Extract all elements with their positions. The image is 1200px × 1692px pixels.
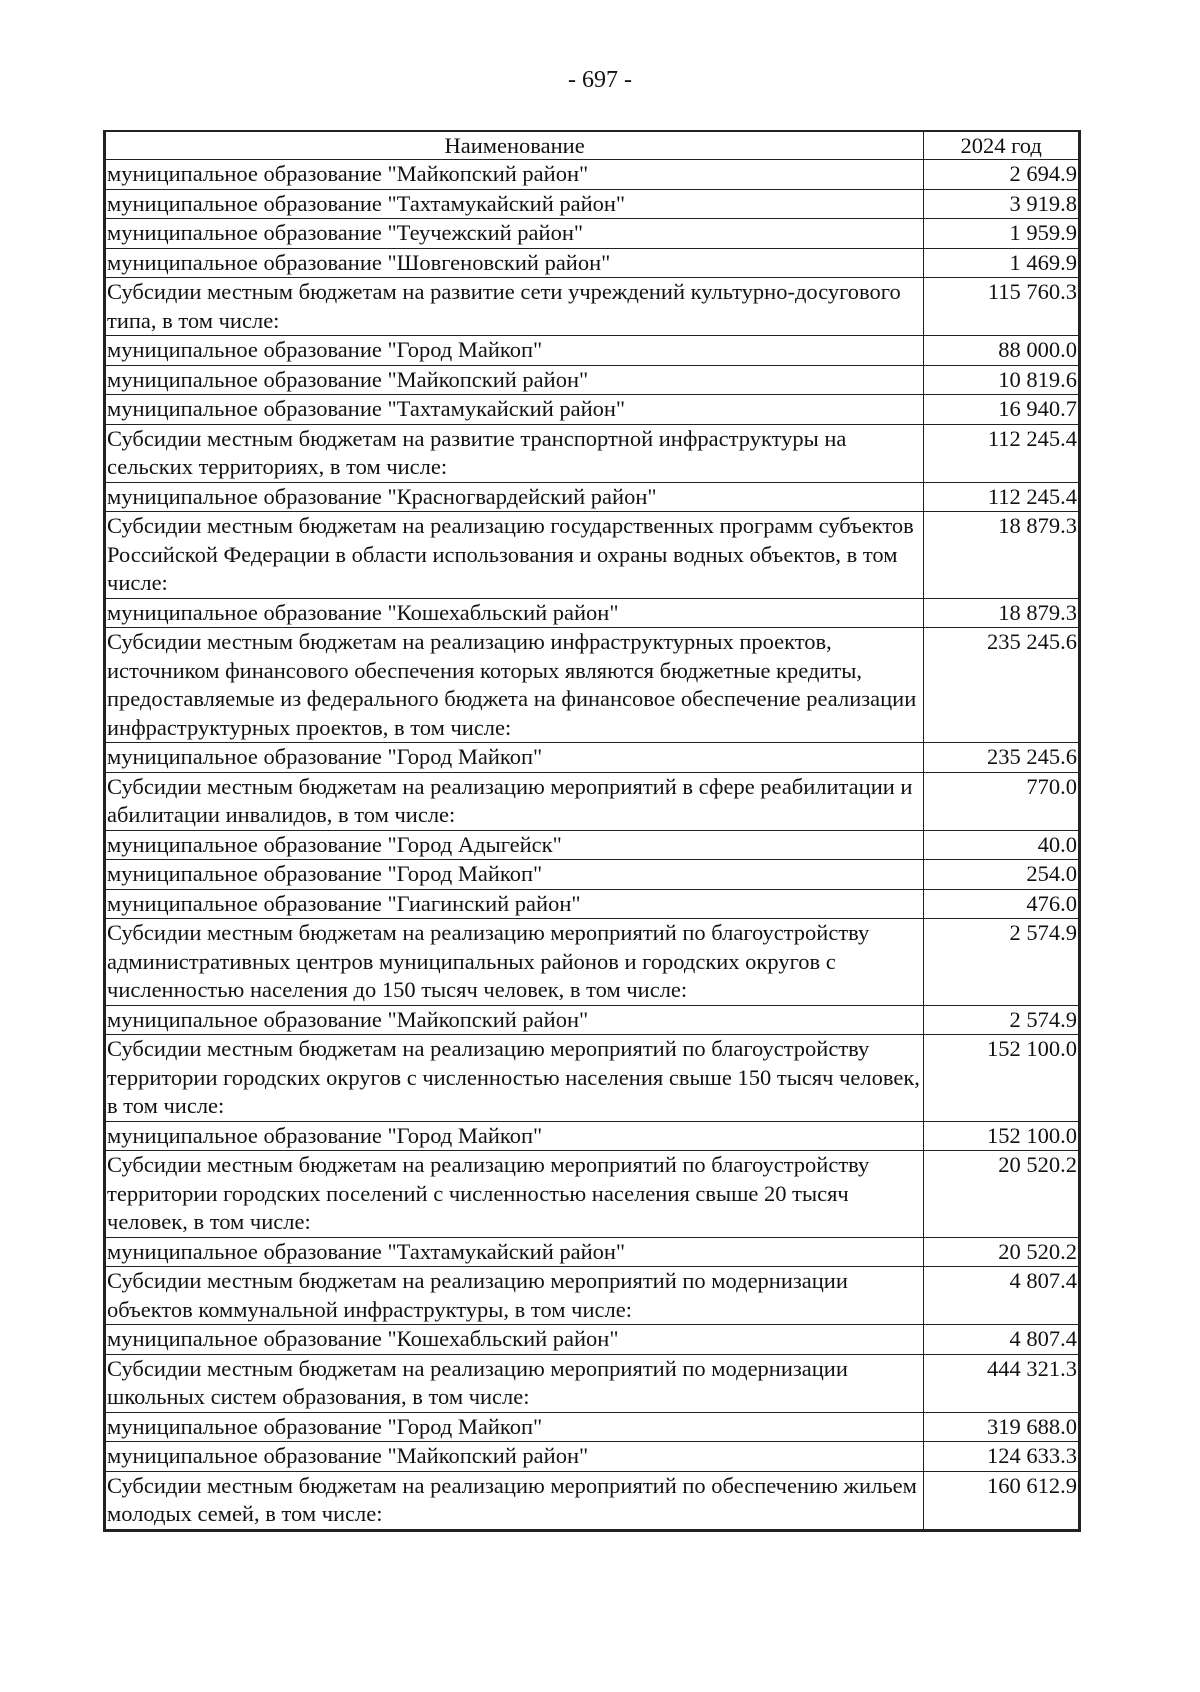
table-row <box>105 395 1080 425</box>
row-name: муниципальное образование "Город Майкоп" <box>105 1121 924 1151</box>
row-value: 152 100.0 <box>924 1035 1080 1122</box>
header-year: 2024 год <box>924 131 1080 160</box>
table-row <box>105 860 1080 890</box>
row-value: 770.0 <box>924 772 1080 830</box>
table-row <box>105 1267 1080 1325</box>
table-row <box>105 889 1080 919</box>
row-value: 319 688.0 <box>924 1412 1080 1442</box>
row-name: муниципальное образование "Майкопский район" <box>105 1442 924 1472</box>
row-name: Субсидии местным бюджетам на реализацию мероприятий по модернизации объектов коммунальной инфраструктуры, в том числе: <box>105 1267 924 1325</box>
row-name: Субсидии местным бюджетам на развитие транспортной инфраструктуры на сельских территориях, в том числе: <box>105 424 924 482</box>
table-row <box>105 336 1080 366</box>
row-value: 235 245.6 <box>924 743 1080 773</box>
row-name: муниципальное образование "Майкопский район" <box>105 1005 924 1035</box>
table-row <box>105 189 1080 219</box>
row-name: муниципальное образование "Красногвардейский район" <box>105 482 924 512</box>
row-value: 18 879.3 <box>924 598 1080 628</box>
row-value: 2 694.9 <box>924 160 1080 190</box>
row-name: Субсидии местным бюджетам на реализацию инфраструктурных проектов, источником финансового обеспечения которых являются бюджетные кредиты, предоставляемые из федерального бюджета на финансовое обеспечение реализации инфраструктурных проектов, в том числе: <box>105 628 924 743</box>
table-row <box>105 1005 1080 1035</box>
row-value: 4 807.4 <box>924 1267 1080 1325</box>
table-row <box>105 160 1080 190</box>
row-value: 3 919.8 <box>924 189 1080 219</box>
row-name: Субсидии местным бюджетам на реализацию мероприятий по благоустройству территории городских округов с численностью населения свыше 150 тысяч человек, в том числе: <box>105 1035 924 1122</box>
row-name: Субсидии местным бюджетам на реализацию мероприятий в сфере реабилитации и абилитации инвалидов, в том числе: <box>105 772 924 830</box>
table-row <box>105 628 1080 743</box>
row-name: муниципальное образование "Город Адыгейск" <box>105 830 924 860</box>
row-name: муниципальное образование "Гиагинский район" <box>105 889 924 919</box>
row-name: муниципальное образование "Теучежский район" <box>105 219 924 249</box>
table-row <box>105 830 1080 860</box>
table-body <box>105 160 1080 1531</box>
table-row <box>105 1121 1080 1151</box>
row-value: 476.0 <box>924 889 1080 919</box>
row-value: 40.0 <box>924 830 1080 860</box>
row-name: Субсидии местным бюджетам на развитие сети учреждений культурно-досугового типа, в том числе: <box>105 278 924 336</box>
table-row <box>105 1151 1080 1238</box>
row-name: муниципальное образование "Тахтамукайский район" <box>105 189 924 219</box>
table-row <box>105 1354 1080 1412</box>
table-row <box>105 1471 1080 1530</box>
page-number: - 697 - <box>568 67 632 93</box>
row-value: 254.0 <box>924 860 1080 890</box>
row-name: муниципальное образование "Шовгеновский район" <box>105 248 924 278</box>
table-row <box>105 743 1080 773</box>
row-name: муниципальное образование "Майкопский район" <box>105 365 924 395</box>
row-name: муниципальное образование "Тахтамукайский район" <box>105 395 924 425</box>
table-row <box>105 1237 1080 1267</box>
table-row <box>105 1325 1080 1355</box>
row-value: 2 574.9 <box>924 919 1080 1006</box>
row-name: Субсидии местным бюджетам на реализацию мероприятий по модернизации школьных систем образования, в том числе: <box>105 1354 924 1412</box>
row-name: Субсидии местным бюджетам на реализацию мероприятий по обеспечению жильем молодых семей, в том числе: <box>105 1471 924 1530</box>
row-name: муниципальное образование "Город Майкоп" <box>105 336 924 366</box>
table-row <box>105 772 1080 830</box>
row-name: муниципальное образование "Тахтамукайский район" <box>105 1237 924 1267</box>
table-row <box>105 248 1080 278</box>
row-value: 10 819.6 <box>924 365 1080 395</box>
table-row <box>105 598 1080 628</box>
row-value: 2 574.9 <box>924 1005 1080 1035</box>
table-header-row <box>105 131 1080 160</box>
table-row <box>105 1035 1080 1122</box>
row-value: 88 000.0 <box>924 336 1080 366</box>
row-value: 444 321.3 <box>924 1354 1080 1412</box>
row-value: 152 100.0 <box>924 1121 1080 1151</box>
table-row <box>105 278 1080 336</box>
table-row <box>105 1442 1080 1472</box>
row-value: 20 520.2 <box>924 1151 1080 1238</box>
row-value: 115 760.3 <box>924 278 1080 336</box>
table-row <box>105 424 1080 482</box>
table-row <box>105 1412 1080 1442</box>
row-name: муниципальное образование "Город Майкоп" <box>105 1412 924 1442</box>
row-name: муниципальное образование "Кошехабльский район" <box>105 598 924 628</box>
table-row <box>105 919 1080 1006</box>
header-name: Наименование <box>105 131 924 160</box>
table-row <box>105 219 1080 249</box>
budget-table <box>103 130 1081 1532</box>
row-name: муниципальное образование "Город Майкоп" <box>105 743 924 773</box>
row-value: 124 633.3 <box>924 1442 1080 1472</box>
row-name: муниципальное образование "Город Майкоп" <box>105 860 924 890</box>
row-value: 1 959.9 <box>924 219 1080 249</box>
table-row <box>105 365 1080 395</box>
row-value: 4 807.4 <box>924 1325 1080 1355</box>
row-value: 160 612.9 <box>924 1471 1080 1530</box>
row-value: 112 245.4 <box>924 424 1080 482</box>
table-row <box>105 482 1080 512</box>
table-row <box>105 512 1080 599</box>
row-name: Субсидии местным бюджетам на реализацию мероприятий по благоустройству административных центров муниципальных районов и городских округов с численностью населения до 150 тысяч человек, в том числе: <box>105 919 924 1006</box>
row-value: 18 879.3 <box>924 512 1080 599</box>
row-value: 112 245.4 <box>924 482 1080 512</box>
row-value: 1 469.9 <box>924 248 1080 278</box>
row-value: 16 940.7 <box>924 395 1080 425</box>
row-name: муниципальное образование "Майкопский район" <box>105 160 924 190</box>
row-name: Субсидии местным бюджетам на реализацию мероприятий по благоустройству территории городских поселений с численностью населения свыше 20 тысяч человек, в том числе: <box>105 1151 924 1238</box>
row-value: 20 520.2 <box>924 1237 1080 1267</box>
row-name: Субсидии местным бюджетам на реализацию государственных программ субъектов Российской Федерации в области использования и охраны водных объектов, в том числе: <box>105 512 924 599</box>
row-name: муниципальное образование "Кошехабльский район" <box>105 1325 924 1355</box>
row-value: 235 245.6 <box>924 628 1080 743</box>
